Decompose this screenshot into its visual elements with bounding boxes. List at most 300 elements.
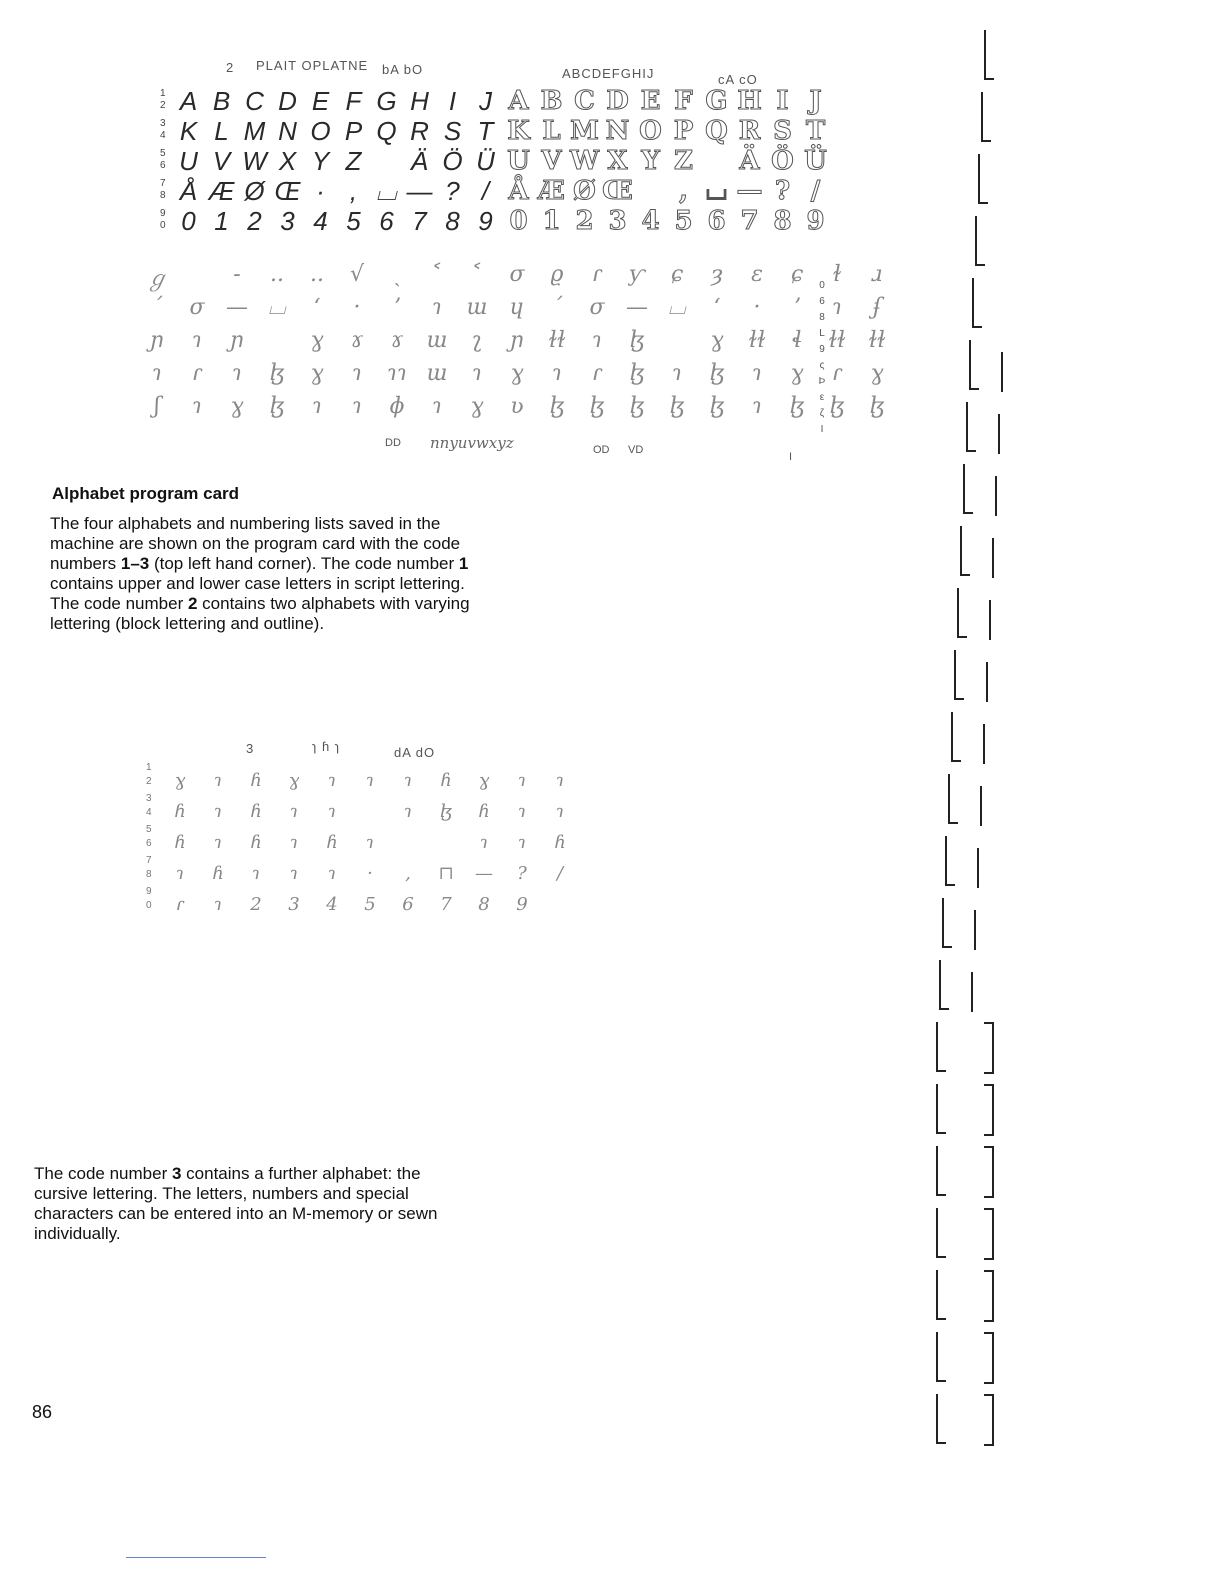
block-letter-row — [172, 176, 502, 206]
script-glyph: — — [626, 295, 648, 320]
script-glyph: ʼ — [793, 295, 801, 320]
script-glyph: ⌴ — [668, 295, 686, 320]
binding-bracket — [936, 1146, 946, 1196]
outline-letter-glyph: 6 — [707, 206, 726, 236]
binding-bracket — [960, 526, 970, 576]
script-glyph: σ — [589, 295, 605, 320]
outline-letter-glyph: F — [674, 86, 693, 116]
bold-code: 1–3 — [120, 554, 150, 573]
cursive-glyph: ɣ — [478, 770, 490, 791]
section-heading: Alphabet program card — [52, 484, 240, 503]
script-glyph: σ — [509, 262, 525, 287]
outline-letter-glyph: Ü — [804, 146, 827, 176]
outline-letter-glyph: U — [507, 146, 530, 176]
script-glyph: ƴ — [628, 262, 646, 287]
card-code-number: 2 — [226, 60, 235, 75]
binding-bracket — [984, 1146, 994, 1198]
card3-row-number: 4 — [146, 807, 152, 818]
cursive-glyph: · — [367, 863, 373, 884]
script-row — [140, 262, 894, 293]
cursive-glyph: ɦ — [212, 863, 224, 884]
outline-letter-glyph: C — [574, 86, 595, 116]
script-row — [140, 394, 894, 419]
binding-bracket — [984, 1208, 994, 1260]
cursive-glyph: 4 — [326, 894, 338, 915]
cursive-glyph: 8 — [478, 894, 490, 915]
cursive-glyph: ɿ — [289, 832, 299, 853]
side-glyph: 8 — [819, 312, 825, 323]
cursive-glyph: ɿ — [555, 770, 565, 791]
outline-letter-glyph: 1 — [542, 206, 561, 236]
script-glyph: ɫ — [832, 262, 842, 287]
script-glyph: - — [233, 262, 241, 287]
row-number: 9 — [160, 208, 166, 219]
script-glyph: √ — [349, 262, 365, 287]
binding-bracket — [984, 1084, 994, 1136]
cursive-glyph: ɾ — [175, 894, 185, 915]
script-glyph: ɿ — [152, 361, 162, 386]
outline-letter-row — [502, 146, 832, 176]
row-number: 0 — [160, 220, 166, 231]
script-glyph: ℊ — [145, 267, 168, 292]
outline-letter-glyph: S — [773, 116, 792, 146]
block-letter-glyph: O — [310, 116, 331, 146]
outline-letter-glyph: ? — [774, 176, 791, 206]
block-letter-glyph: J — [479, 86, 492, 116]
script-glyph: ɮ — [589, 394, 605, 419]
binding-bracket — [984, 1394, 994, 1446]
cursive-glyph — [546, 894, 574, 915]
block-letter-glyph: / — [481, 176, 490, 206]
block-letter-glyph: D — [278, 86, 297, 116]
text-run: contains upper and lower case letters in script lettering. The code number — [50, 574, 465, 613]
script-glyph: ɣ — [310, 328, 324, 353]
block-letter-glyph: W — [242, 146, 267, 176]
row-number: 4 — [160, 130, 166, 141]
script-glyph: ɿ — [192, 328, 202, 353]
script-glyph: ɹ — [871, 262, 883, 287]
block-letter-glyph: B — [212, 86, 231, 116]
block-letter-glyph: 1 — [214, 206, 229, 236]
block-letter-glyph: · — [316, 176, 325, 206]
block-letter-glyph: K — [179, 116, 198, 146]
script-glyph: ɿ — [432, 295, 442, 320]
block-letter-glyph: 0 — [181, 206, 196, 236]
outline-letter-glyph: E — [640, 86, 661, 116]
side-glyph: 9 — [819, 344, 825, 355]
cursive-glyph: ɿ — [365, 770, 375, 791]
cursive-row — [166, 801, 574, 822]
side-glyph: L — [819, 328, 825, 339]
binding-bracket — [945, 836, 955, 886]
script-glyph: ɮ — [269, 361, 285, 386]
block-letter-glyph: Ü — [476, 146, 495, 176]
block-letter-glyph — [370, 146, 403, 176]
outline-letter-row — [502, 206, 832, 236]
script-glyph: ʄ — [872, 295, 882, 320]
cursive-glyph: 5 — [364, 894, 376, 915]
outline-letter-glyph: K — [507, 116, 530, 146]
outline-letter-glyph: Å — [508, 176, 529, 206]
cursive-glyph: 2 — [250, 894, 262, 915]
script-glyph: ɮ — [709, 361, 725, 386]
text-run: contains a further alphabet: the cursive lettering. The letters, numbers and special characters can be entered into an M-memory or sewn individually. — [34, 1164, 438, 1243]
script-glyph: ɣ — [870, 361, 884, 386]
card3-row-number: 2 — [146, 776, 152, 787]
block-letter-glyph: H — [410, 86, 429, 116]
script-glyph — [260, 328, 294, 353]
cursive-glyph: ɣ — [174, 770, 186, 791]
card3-code-number: 3 — [246, 741, 255, 756]
binding-line — [986, 662, 988, 702]
binding-bracket — [984, 1332, 994, 1384]
outline-letter-glyph: , — [678, 176, 689, 206]
binding-bracket — [936, 1022, 946, 1072]
binding-bracket — [966, 402, 976, 452]
outline-letter-glyph: 5 — [674, 206, 693, 236]
cursive-glyph: 9 — [516, 894, 528, 915]
block-letter-glyph: T — [477, 116, 494, 146]
block-letter-glyph: , — [349, 176, 358, 206]
cursive-glyph: ? — [517, 863, 527, 884]
block-letter-row — [172, 146, 502, 176]
outline-letter-glyph: 8 — [773, 206, 792, 236]
script-glyph: ɿ — [312, 394, 322, 419]
row-number: 1 — [160, 88, 166, 99]
cursive-glyph: ɮ — [439, 801, 453, 822]
binding-bracket — [936, 1208, 946, 1258]
card-outline-label: ABCDEFGHIJ — [562, 66, 655, 81]
outline-letter-glyph: / — [810, 176, 821, 206]
bold-code: 1 — [458, 554, 469, 573]
binding-line — [980, 786, 982, 826]
script-row — [140, 295, 894, 320]
script-row — [140, 361, 894, 386]
outline-letter-glyph: M — [570, 116, 599, 146]
card-footer-right-a: OD — [593, 444, 610, 456]
text-run: contains two alphabets with varying lettering (block lettering and outline). — [50, 594, 470, 633]
block-letter-glyph: P — [344, 116, 363, 146]
binding-bracket — [984, 30, 994, 80]
bold-code: 3 — [171, 1164, 182, 1183]
outline-letter-row — [502, 86, 832, 116]
row-number: 7 — [160, 178, 166, 189]
script-glyph: ɿɿ — [387, 361, 407, 386]
block-letter-glyph: N — [278, 116, 297, 146]
script-glyph: ɮ — [549, 394, 565, 419]
outline-letter-glyph: ⌴ — [706, 176, 727, 206]
binding-bracket — [936, 1394, 946, 1444]
block-letter-glyph: 6 — [379, 206, 394, 236]
block-letter-glyph: I — [448, 86, 457, 116]
outline-letter-glyph: 9 — [806, 206, 825, 236]
block-letter-glyph: Q — [376, 116, 397, 146]
outline-letter-glyph: 7 — [740, 206, 759, 236]
side-glyph: 0 — [819, 280, 825, 291]
binding-line — [992, 538, 994, 578]
block-letter-glyph: Ä — [410, 146, 429, 176]
block-letter-glyph: 4 — [313, 206, 328, 236]
block-letter-glyph: X — [278, 146, 297, 176]
block-letter-glyph: 2 — [247, 206, 262, 236]
script-glyph: ɣ — [230, 394, 244, 419]
cursive-glyph: ɿ — [213, 894, 223, 915]
binding-bracket — [936, 1332, 946, 1382]
binding-bracket — [936, 1084, 946, 1134]
block-letter-glyph: Y — [311, 146, 330, 176]
outline-letter-glyph: B — [540, 86, 563, 116]
block-letter-row — [172, 116, 502, 146]
outline-letter-glyph: 3 — [608, 206, 627, 236]
cursive-row — [166, 863, 574, 884]
card3-row-number: 6 — [146, 838, 152, 849]
script-glyph: ɿ — [352, 361, 362, 386]
cursive-glyph — [432, 832, 460, 853]
script-glyph — [660, 328, 694, 353]
block-letter-glyph: E — [311, 86, 330, 116]
cursive-glyph: ɿ — [479, 832, 489, 853]
outline-letter-glyph: Æ — [538, 176, 565, 206]
script-glyph: ɿ — [752, 361, 762, 386]
binding-line — [983, 724, 985, 764]
script-glyph: ɫɫ — [828, 328, 846, 353]
cursive-glyph — [356, 801, 384, 822]
block-letter-glyph: Z — [345, 146, 362, 176]
script-glyph: ɥ — [509, 295, 525, 320]
cursive-glyph: ɿ — [403, 801, 413, 822]
script-glyph: ⌴ — [268, 295, 286, 320]
cursive-glyph: ɦ — [174, 801, 186, 822]
script-glyph: ɲ — [509, 328, 525, 353]
binding-bracket — [939, 960, 949, 1010]
bold-code: 2 — [187, 594, 198, 613]
binding-bracket — [978, 154, 988, 204]
block-letter-glyph: C — [245, 86, 264, 116]
card-left-tag: bA bO — [382, 62, 424, 77]
outline-letter-row — [502, 116, 832, 146]
binding-bracket — [984, 1022, 994, 1074]
script-glyph: ʼ — [393, 295, 401, 320]
cursive-glyph: ⊓ — [438, 863, 454, 884]
script-glyph: ʻ — [713, 295, 721, 320]
cursive-glyph: ɿ — [175, 863, 185, 884]
side-glyph: ε — [819, 392, 825, 403]
cursive-glyph: ɿ — [327, 770, 337, 791]
script-glyph: ɮ — [709, 394, 725, 419]
script-glyph: ɿ — [592, 328, 602, 353]
footer-rule — [126, 1557, 266, 1558]
row-number: 6 — [160, 160, 166, 171]
row-number: 8 — [160, 190, 166, 201]
cursive-glyph — [394, 832, 422, 853]
card3-row-number: 3 — [146, 793, 152, 804]
binding-line — [971, 972, 973, 1012]
script-glyph: ˊ — [551, 295, 563, 320]
binding-bracket — [957, 588, 967, 638]
outline-letter-glyph: Ø — [573, 176, 596, 206]
outline-letter-glyph: X — [607, 146, 628, 176]
block-letter-glyph: 9 — [478, 206, 493, 236]
binding-bracket — [954, 650, 964, 700]
script-glyph — [180, 262, 214, 293]
script-glyph: .. — [270, 262, 284, 287]
cursive-glyph: ɿ — [517, 801, 527, 822]
cursive-glyph: ɦ — [478, 801, 490, 822]
outline-letter-glyph: 0 — [509, 206, 528, 236]
binding-bracket — [969, 340, 979, 390]
block-letter-glyph: ⌴ — [376, 176, 397, 206]
side-glyph: ς — [819, 360, 825, 371]
outline-letter-glyph: L — [542, 116, 561, 146]
block-letter-glyph: 8 — [445, 206, 460, 236]
cursive-glyph: ɦ — [250, 832, 262, 853]
card-footer-left: DD — [385, 437, 401, 449]
outline-letter-glyph — [634, 176, 667, 206]
outline-letter-glyph: Ö — [771, 146, 794, 176]
cursive-glyph: ɦ — [440, 770, 452, 791]
script-glyph: ɿ — [672, 361, 682, 386]
script-glyph: ɲ — [149, 328, 165, 353]
outline-letter-glyph: H — [737, 86, 762, 116]
block-letter-glyph: — — [406, 176, 433, 206]
script-glyph: ʅ — [471, 328, 483, 353]
cursive-glyph: ɣ — [288, 770, 300, 791]
script-glyph: · — [753, 295, 761, 320]
row-number: 5 — [160, 148, 166, 159]
cursive-glyph: ɦ — [326, 832, 338, 853]
script-glyph: ɿ — [192, 394, 202, 419]
card-footer-right-b: VD — [628, 444, 644, 456]
script-glyph: ɣ — [310, 361, 324, 386]
binding-line — [974, 910, 976, 950]
cursive-glyph: ɿ — [213, 832, 223, 853]
card3-row-number: 0 — [146, 900, 152, 911]
outline-letter-glyph: O — [639, 116, 662, 146]
outline-letter-row — [502, 176, 832, 206]
card3-script-label: ɿ ɦ ɿ — [312, 739, 341, 754]
cursive-description-text — [34, 1164, 464, 1244]
cursive-glyph: ɿ — [365, 832, 375, 853]
script-glyph: ɤ — [390, 328, 404, 353]
binding-bracket — [984, 1270, 994, 1322]
cursive-glyph: ɿ — [517, 832, 527, 853]
row-number: 2 — [160, 100, 166, 111]
script-glyph: σ — [189, 295, 205, 320]
block-letter-glyph: Œ — [274, 176, 301, 206]
outline-letter-glyph: G — [705, 86, 728, 116]
side-glyph: I — [820, 424, 824, 435]
cursive-glyph: / — [556, 863, 564, 884]
script-glyph: ɣ — [710, 328, 724, 353]
script-glyph: ɤ — [350, 328, 364, 353]
block-letter-glyph: G — [376, 86, 397, 116]
script-glyph: ɬ — [792, 328, 802, 353]
binding-line — [989, 600, 991, 640]
script-glyph: ɿ — [552, 361, 562, 386]
binding-line — [1001, 352, 1003, 392]
block-letter-glyph: L — [214, 116, 229, 146]
cursive-glyph: ɿ — [555, 801, 565, 822]
cursive-glyph: ɦ — [250, 770, 262, 791]
outline-letter-glyph: Z — [674, 146, 693, 176]
script-glyph: ɮ — [269, 394, 285, 419]
cursive-glyph: ɦ — [250, 801, 262, 822]
outline-letter-glyph: — — [736, 176, 763, 206]
block-letter-glyph: M — [243, 116, 266, 146]
script-glyph: ɯ — [426, 361, 448, 386]
script-glyph: ɲ — [229, 328, 245, 353]
script-glyph: .. — [310, 262, 324, 287]
card3-tag: dA dO — [394, 745, 436, 760]
script-glyph: ɮ — [629, 361, 645, 386]
cursive-row — [166, 770, 574, 791]
binding-bracket — [948, 774, 958, 824]
script-glyph: ɮ — [869, 394, 885, 419]
outline-letter-glyph: Ä — [739, 146, 760, 176]
script-glyph: ˂ — [431, 262, 443, 287]
outline-letter-glyph: Q — [705, 116, 728, 146]
block-letter-glyph: 5 — [346, 206, 361, 236]
script-glyph: ɿ — [472, 361, 482, 386]
block-letter-glyph: V — [212, 146, 231, 176]
block-letter-glyph: Å — [179, 176, 198, 206]
binding-bracket — [942, 898, 952, 948]
binding-bracket — [972, 278, 982, 328]
script-glyph: ɾ — [832, 361, 842, 386]
script-glyph: ɛ — [751, 262, 763, 287]
script-glyph: ɮ — [829, 394, 845, 419]
script-glyph: ɫɫ — [548, 328, 566, 353]
script-glyph: ϱ — [550, 262, 564, 287]
outline-letter-glyph: Œ — [602, 176, 633, 206]
outline-letter-glyph: D — [606, 86, 629, 116]
script-glyph: ɿ — [232, 361, 242, 386]
block-letter-glyph: ? — [445, 176, 460, 206]
card3-row-number: 7 — [146, 855, 152, 866]
block-letter-glyph: U — [179, 146, 198, 176]
script-glyph: ɾ — [592, 262, 602, 287]
block-letter-glyph: 3 — [280, 206, 295, 236]
outline-letter-glyph: A — [508, 86, 529, 116]
cursive-glyph: ɿ — [251, 863, 261, 884]
row-number: 3 — [160, 118, 166, 129]
text-run: (top left hand corner). The code number — [149, 554, 459, 573]
block-letter-glyph: S — [443, 116, 462, 146]
binding-bracket — [981, 92, 991, 142]
script-glyph: ɫɫ — [868, 328, 886, 353]
outline-letter-glyph: V — [541, 146, 562, 176]
binding-line — [998, 414, 1000, 454]
block-letter-glyph: Æ — [208, 176, 235, 206]
cursive-row — [166, 832, 574, 853]
block-letter-glyph: R — [410, 116, 429, 146]
cursive-row — [166, 894, 574, 915]
cursive-glyph: ɿ — [403, 770, 413, 791]
script-glyph: ʃ — [154, 394, 160, 419]
script-glyph: ʻ — [313, 295, 321, 320]
card3-row-number: 9 — [146, 886, 152, 897]
script-glyph: ɮ — [669, 394, 685, 419]
card-script-label: PLAIT OPLATNE — [256, 58, 369, 73]
block-letter-glyph: A — [179, 86, 198, 116]
side-glyph: 6 — [819, 296, 825, 307]
script-glyph: ˂ — [471, 262, 483, 287]
cursive-glyph: ɿ — [327, 801, 337, 822]
outline-letter-glyph: P — [673, 116, 694, 146]
binding-line — [977, 848, 979, 888]
cursive-glyph: ɦ — [174, 832, 186, 853]
cursive-glyph: 3 — [288, 894, 300, 915]
